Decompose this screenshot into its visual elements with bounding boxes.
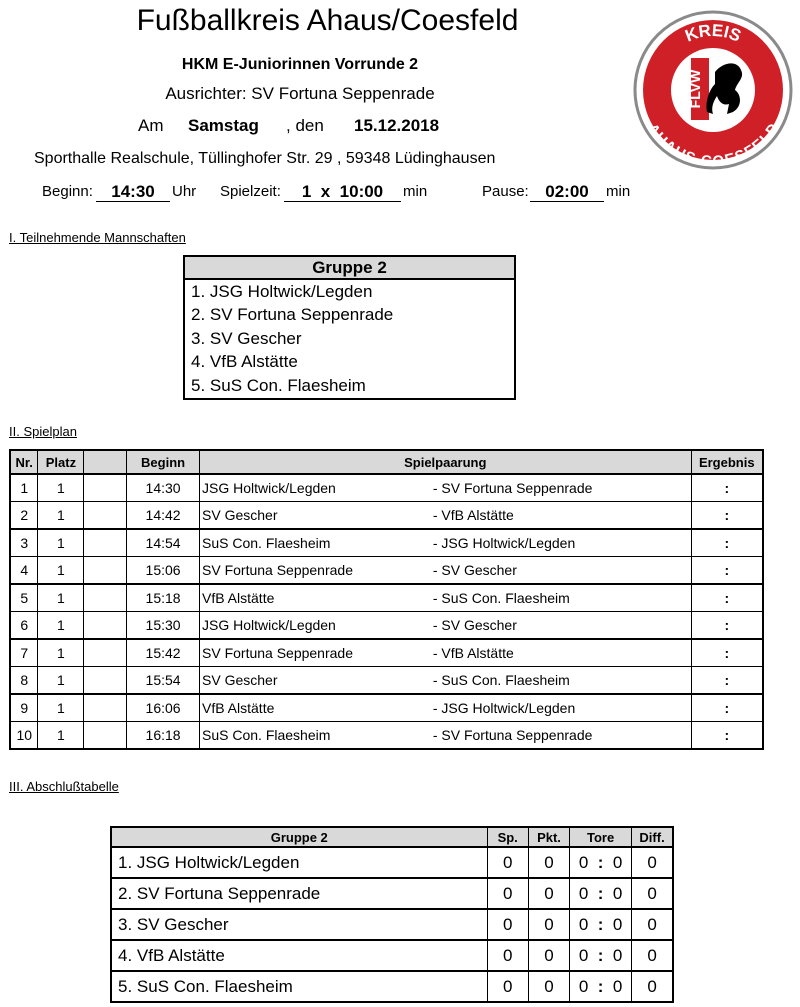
match-home: JSG Holtwick/Legden xyxy=(200,474,433,502)
match-nr: 8 xyxy=(10,667,38,695)
standings-team: 5. SuS Con. Flaesheim xyxy=(111,971,487,1002)
standings-pkt: 0 xyxy=(528,940,569,971)
col-spielpaarung: Spielpaarung xyxy=(200,450,692,474)
match-ergebnis: : xyxy=(691,474,763,502)
page-title: Fußballkreis Ahaus/Coesfeld xyxy=(136,4,519,37)
tournament-name: HKM E-Juniorinnen Vorrunde 2 xyxy=(181,56,419,73)
match-empty xyxy=(84,529,127,557)
venue-address: Sporthalle Realschule, Tüllinghofer Str. 29 , 59348 Lüdinghausen xyxy=(34,150,496,167)
standings-tore-for: 0 xyxy=(570,940,593,971)
pause-value: 02:00 xyxy=(530,183,604,202)
match-platz: 1 xyxy=(38,667,84,695)
match-platz: 1 xyxy=(38,722,84,750)
section-schedule-label: II. Spielplan xyxy=(9,424,77,439)
standings-pkt: 0 xyxy=(528,847,569,878)
beginn-label: Beginn: xyxy=(42,183,93,200)
standings-tore-colon: : xyxy=(592,878,609,909)
match-ergebnis: : xyxy=(691,694,763,722)
team-list-item: 3. SV Gescher xyxy=(191,328,302,348)
standings-sp: 0 xyxy=(487,971,528,1002)
standings-table xyxy=(110,826,674,1003)
match-ergebnis: : xyxy=(691,557,763,585)
standings-tore-against: 0 xyxy=(609,971,632,1002)
match-nr: 4 xyxy=(10,557,38,585)
match-platz: 1 xyxy=(38,639,84,667)
table-row xyxy=(10,694,763,722)
match-home: VfB Alstätte xyxy=(200,694,433,722)
col-diff: Diff. xyxy=(632,827,673,847)
standings-sp: 0 xyxy=(487,940,528,971)
table-row xyxy=(10,502,763,530)
standings-tore-against: 0 xyxy=(609,909,632,940)
standings-tore-for: 0 xyxy=(570,847,593,878)
match-home: VfB Alstätte xyxy=(200,584,433,612)
den-label: , den xyxy=(286,116,324,135)
svg-text:AHAUS-COESFELD: AHAUS-COESFELD xyxy=(643,120,783,170)
standings-diff: 0 xyxy=(632,971,673,1002)
standings-sp: 0 xyxy=(487,847,528,878)
standings-tore-colon: : xyxy=(592,940,609,971)
group-header: Gruppe 2 xyxy=(184,256,515,279)
standings-tore-against: 0 xyxy=(609,878,632,909)
table-row xyxy=(10,639,763,667)
match-empty xyxy=(84,639,127,667)
match-away: - SV Gescher xyxy=(433,612,691,640)
table-row xyxy=(10,722,763,750)
am-label: Am xyxy=(138,116,164,135)
match-ergebnis: : xyxy=(691,639,763,667)
match-nr: 7 xyxy=(10,639,38,667)
match-empty xyxy=(84,612,127,640)
section-teams-label: I. Teilnehmende Mannschaften xyxy=(9,230,186,245)
match-away: - JSG Holtwick/Legden xyxy=(433,694,691,722)
match-home: JSG Holtwick/Legden xyxy=(200,612,433,640)
match-platz: 1 xyxy=(38,612,84,640)
standings-sp: 0 xyxy=(487,878,528,909)
svg-text:FLVW: FLVW xyxy=(687,69,703,109)
standings-tore-colon: : xyxy=(592,847,609,878)
match-beginn: 14:54 xyxy=(127,529,200,557)
match-away: - SV Fortuna Seppenrade xyxy=(433,474,691,502)
standings-tore-for: 0 xyxy=(570,909,593,940)
match-beginn: 14:42 xyxy=(127,502,200,530)
match-platz: 1 xyxy=(38,474,84,502)
standings-group-header: Gruppe 2 xyxy=(111,827,487,847)
standings-tore-against: 0 xyxy=(609,940,632,971)
standings-diff: 0 xyxy=(632,847,673,878)
standings-diff: 0 xyxy=(632,878,673,909)
beginn-value: 14:30 xyxy=(96,183,170,202)
weekday: Samstag xyxy=(188,116,259,135)
match-away: - JSG Holtwick/Legden xyxy=(433,529,691,557)
match-empty xyxy=(84,584,127,612)
match-platz: 1 xyxy=(38,502,84,530)
schedule-table xyxy=(9,449,764,750)
match-empty xyxy=(84,667,127,695)
match-away: - SV Gescher xyxy=(433,557,691,585)
match-beginn: 15:42 xyxy=(127,639,200,667)
table-row xyxy=(10,529,763,557)
standings-pkt: 0 xyxy=(528,878,569,909)
col-tore: Tore xyxy=(570,827,632,847)
match-beginn: 16:18 xyxy=(127,722,200,750)
match-ergebnis: : xyxy=(691,529,763,557)
match-away: - SV Fortuna Seppenrade xyxy=(433,722,691,750)
match-ergebnis: : xyxy=(691,722,763,750)
standings-tore-against: 0 xyxy=(609,847,632,878)
host-line: Ausrichter: SV Fortuna Seppenrade xyxy=(165,84,435,103)
match-platz: 1 xyxy=(38,694,84,722)
table-row xyxy=(111,971,673,1002)
match-nr: 10 xyxy=(10,722,38,750)
match-away: - SuS Con. Flaesheim xyxy=(433,667,691,695)
match-platz: 1 xyxy=(38,529,84,557)
col-pkt: Pkt. xyxy=(528,827,569,847)
match-nr: 2 xyxy=(10,502,38,530)
standings-pkt: 0 xyxy=(528,909,569,940)
uhr-label: Uhr xyxy=(172,183,197,200)
match-beginn: 15:06 xyxy=(127,557,200,585)
teams-table xyxy=(183,255,516,400)
match-home: SuS Con. Flaesheim xyxy=(200,722,433,750)
match-beginn: 16:06 xyxy=(127,694,200,722)
match-ergebnis: : xyxy=(691,667,763,695)
standings-tore-for: 0 xyxy=(570,878,593,909)
match-empty xyxy=(84,474,127,502)
match-away: - VfB Alstätte xyxy=(433,639,691,667)
match-ergebnis: : xyxy=(691,612,763,640)
col-empty xyxy=(84,450,127,474)
spielzeit-label: Spielzeit: xyxy=(220,183,281,200)
standings-team: 3. SV Gescher xyxy=(111,909,487,940)
col-platz: Platz xyxy=(38,450,84,474)
standings-tore-colon: : xyxy=(592,909,609,940)
match-home: SV Fortuna Seppenrade xyxy=(200,557,433,585)
team-list-item: 4. VfB Alstätte xyxy=(191,352,298,372)
svg-text:KREIS: KREIS xyxy=(682,20,744,46)
match-away: - SuS Con. Flaesheim xyxy=(433,584,691,612)
standings-team: 1. JSG Holtwick/Legden xyxy=(111,847,487,878)
match-home: SuS Con. Flaesheim xyxy=(200,529,433,557)
standings-pkt: 0 xyxy=(528,971,569,1002)
match-nr: 9 xyxy=(10,694,38,722)
match-nr: 5 xyxy=(10,584,38,612)
event-date: 15.12.2018 xyxy=(354,116,440,135)
col-beginn: Beginn xyxy=(127,450,200,474)
team-list-item: 2. SV Fortuna Seppenrade xyxy=(191,305,394,325)
match-platz: 1 xyxy=(38,557,84,585)
col-sp: Sp. xyxy=(487,827,528,847)
match-home: SV Fortuna Seppenrade xyxy=(200,639,433,667)
col-ergebnis: Ergebnis xyxy=(691,450,763,474)
match-beginn: 15:18 xyxy=(127,584,200,612)
table-row xyxy=(10,667,763,695)
match-ergebnis: : xyxy=(691,502,763,530)
match-beginn: 14:30 xyxy=(127,474,200,502)
table-row xyxy=(111,940,673,971)
standings-sp: 0 xyxy=(487,909,528,940)
flvw-logo-icon xyxy=(633,10,793,170)
match-empty xyxy=(84,557,127,585)
team-list-item: 1. JSG Holtwick/Legden xyxy=(191,281,373,301)
match-beginn: 15:30 xyxy=(127,612,200,640)
pause-min-label: min xyxy=(606,183,631,200)
match-ergebnis: : xyxy=(691,584,763,612)
match-platz: 1 xyxy=(38,584,84,612)
table-row xyxy=(10,584,763,612)
table-row xyxy=(111,847,673,878)
standings-tore-colon: : xyxy=(592,971,609,1002)
section-standings-label: III. Abschlußtabelle xyxy=(9,779,119,794)
match-nr: 6 xyxy=(10,612,38,640)
table-row xyxy=(10,612,763,640)
match-empty xyxy=(84,722,127,750)
match-away: - VfB Alstätte xyxy=(433,502,691,530)
min-label: min xyxy=(403,183,428,200)
match-nr: 1 xyxy=(10,474,38,502)
table-row xyxy=(10,474,763,502)
match-home: SV Gescher xyxy=(200,667,433,695)
match-empty xyxy=(84,502,127,530)
spielzeit-value: 1 x 10:00 xyxy=(284,183,401,202)
match-beginn: 15:54 xyxy=(127,667,200,695)
pause-label: Pause: xyxy=(482,183,529,200)
col-nr: Nr. xyxy=(10,450,38,474)
match-empty xyxy=(84,694,127,722)
team-list-item: 5. SuS Con. Flaesheim xyxy=(191,375,366,395)
standings-diff: 0 xyxy=(632,909,673,940)
standings-diff: 0 xyxy=(632,940,673,971)
table-row xyxy=(111,878,673,909)
standings-team: 2. SV Fortuna Seppenrade xyxy=(111,878,487,909)
standings-team: 4. VfB Alstätte xyxy=(111,940,487,971)
standings-tore-for: 0 xyxy=(570,971,593,1002)
match-nr: 3 xyxy=(10,529,38,557)
match-home: SV Gescher xyxy=(200,502,433,530)
table-row xyxy=(10,557,763,585)
table-row xyxy=(111,909,673,940)
